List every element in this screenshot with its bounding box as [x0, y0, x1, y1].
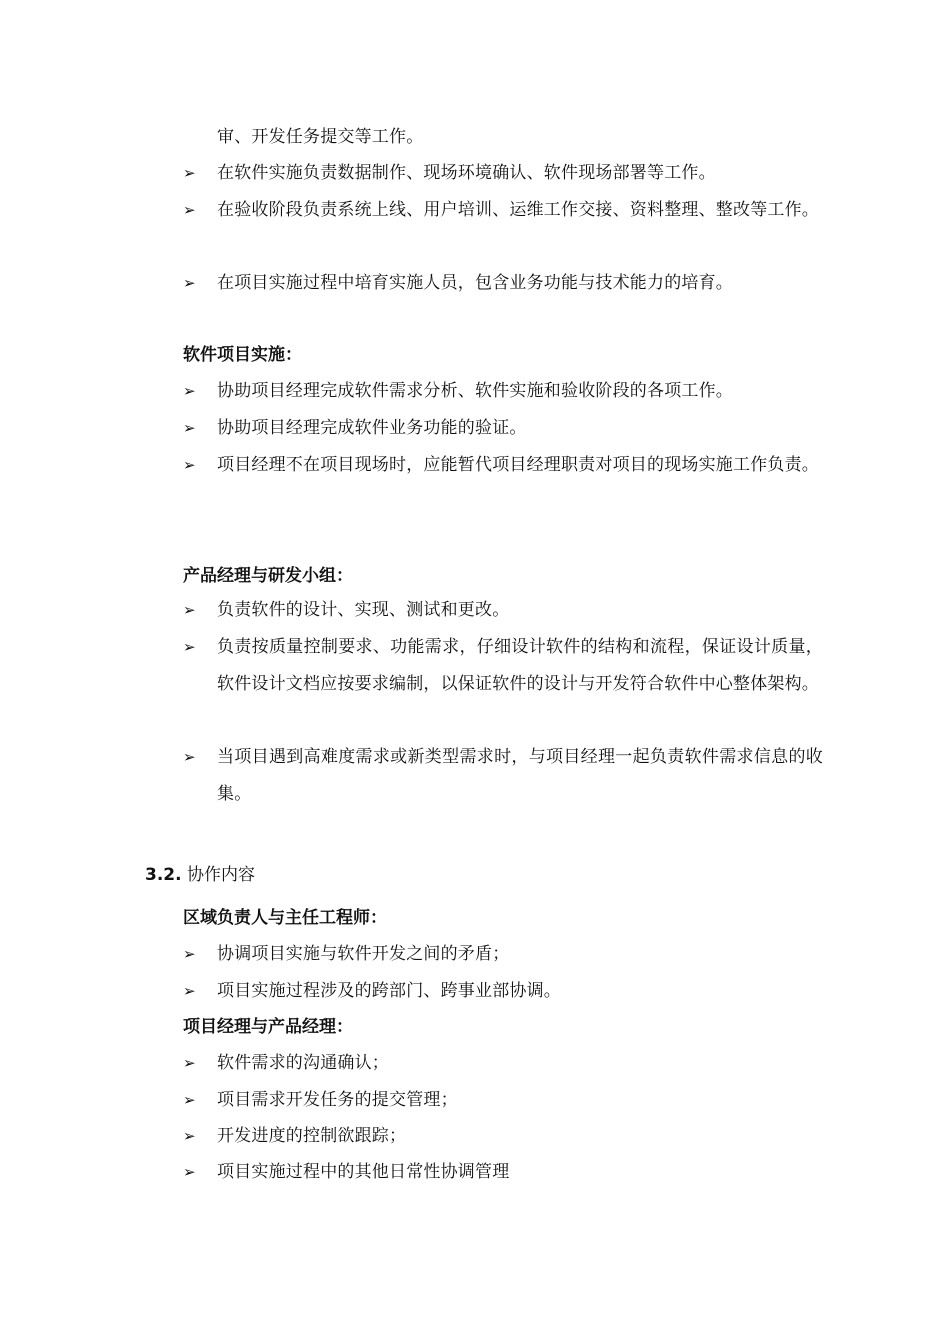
list-item — [183, 410, 823, 447]
arrowhead-bullet-icon: ➢ — [183, 945, 196, 963]
section-number: 3.2. — [145, 865, 182, 885]
list-item-text: 项目需求开发任务的提交管理； — [217, 1090, 458, 1110]
intro-continuation: 审、开发任务提交等工作。 — [217, 127, 424, 147]
arrowhead-bullet-icon: ➢ — [183, 1163, 196, 1181]
regional-heading: 区域负责人与主任工程师： — [183, 908, 387, 928]
list-item-text: 协助项目经理完成软件业务功能的验证。 — [217, 418, 527, 438]
arrowhead-bullet-icon: ➢ — [183, 1127, 196, 1145]
arrowhead-bullet-icon: ➢ — [183, 201, 196, 219]
list-item-text: 软件需求的沟通确认； — [217, 1053, 389, 1073]
list-item — [183, 936, 823, 973]
arrowhead-bullet-icon: ➢ — [183, 274, 196, 292]
list-item-text: 在验收阶段负责系统上线、用户培训、运维工作交接、资料整理、整改等工作。 — [217, 200, 819, 220]
list-item-text: 协调项目实施与软件开发之间的矛盾； — [217, 944, 510, 964]
list-item-text: 项目实施过程中的其他日常性协调管理 — [217, 1162, 510, 1182]
list-item-text: 项目实施过程涉及的跨部门、跨事业部协调。 — [217, 981, 561, 1001]
list-item — [183, 592, 823, 629]
arrowhead-bullet-icon: ➢ — [183, 164, 196, 182]
list-item — [183, 1154, 823, 1191]
list-item — [183, 373, 823, 410]
list-item — [183, 1045, 823, 1082]
pm-product-heading: 项目经理与产品经理： — [183, 1017, 353, 1037]
list-item-text: 在软件实施负责数据制作、现场环境确认、软件现场部署等工作。 — [217, 163, 716, 183]
arrowhead-bullet-icon: ➢ — [183, 982, 196, 1000]
arrowhead-bullet-icon: ➢ — [183, 748, 196, 766]
list-item-text: 开发进度的控制欲跟踪； — [217, 1126, 407, 1146]
list-item — [183, 629, 823, 703]
arrowhead-bullet-icon: ➢ — [183, 419, 196, 437]
arrowhead-bullet-icon: ➢ — [183, 456, 196, 474]
arrowhead-bullet-icon: ➢ — [183, 382, 196, 400]
list-item-text: 在项目实施过程中培育实施人员，包含业务功能与技术能力的培育。 — [217, 273, 733, 293]
list-item-text: 负责按质量控制要求、功能需求，仔细设计软件的结构和流程，保证设计质量，软件设计文档应按要求编制，以保证软件的设计与开发符合软件中心整体架构。 — [217, 637, 823, 694]
list-item-text: 负责软件的设计、实现、测试和更改。 — [217, 600, 510, 620]
arrowhead-bullet-icon: ➢ — [183, 1091, 196, 1109]
implementation-heading: 软件项目实施： — [183, 345, 302, 365]
section-heading — [145, 857, 255, 894]
arrowhead-bullet-icon: ➢ — [183, 601, 196, 619]
section-title: 协作内容 — [186, 865, 255, 885]
list-item — [183, 1118, 823, 1155]
list-item — [183, 192, 823, 229]
list-item — [183, 155, 823, 192]
arrowhead-bullet-icon: ➢ — [183, 638, 196, 656]
list-item-text: 项目经理不在项目现场时，应能暂代项目经理职责对项目的现场实施工作负责。 — [217, 455, 819, 475]
list-item — [183, 973, 823, 1010]
list-item-text: 当项目遇到高难度需求或新类型需求时，与项目经理一起负责软件需求信息的收集。 — [217, 747, 823, 804]
product-heading: 产品经理与研发小组： — [183, 566, 353, 586]
list-item — [183, 265, 823, 302]
list-item — [183, 739, 823, 813]
list-item-text: 协助项目经理完成软件需求分析、软件实施和验收阶段的各项工作。 — [217, 381, 733, 401]
arrowhead-bullet-icon: ➢ — [183, 1054, 196, 1072]
list-item — [183, 1082, 823, 1119]
list-item — [183, 447, 823, 484]
